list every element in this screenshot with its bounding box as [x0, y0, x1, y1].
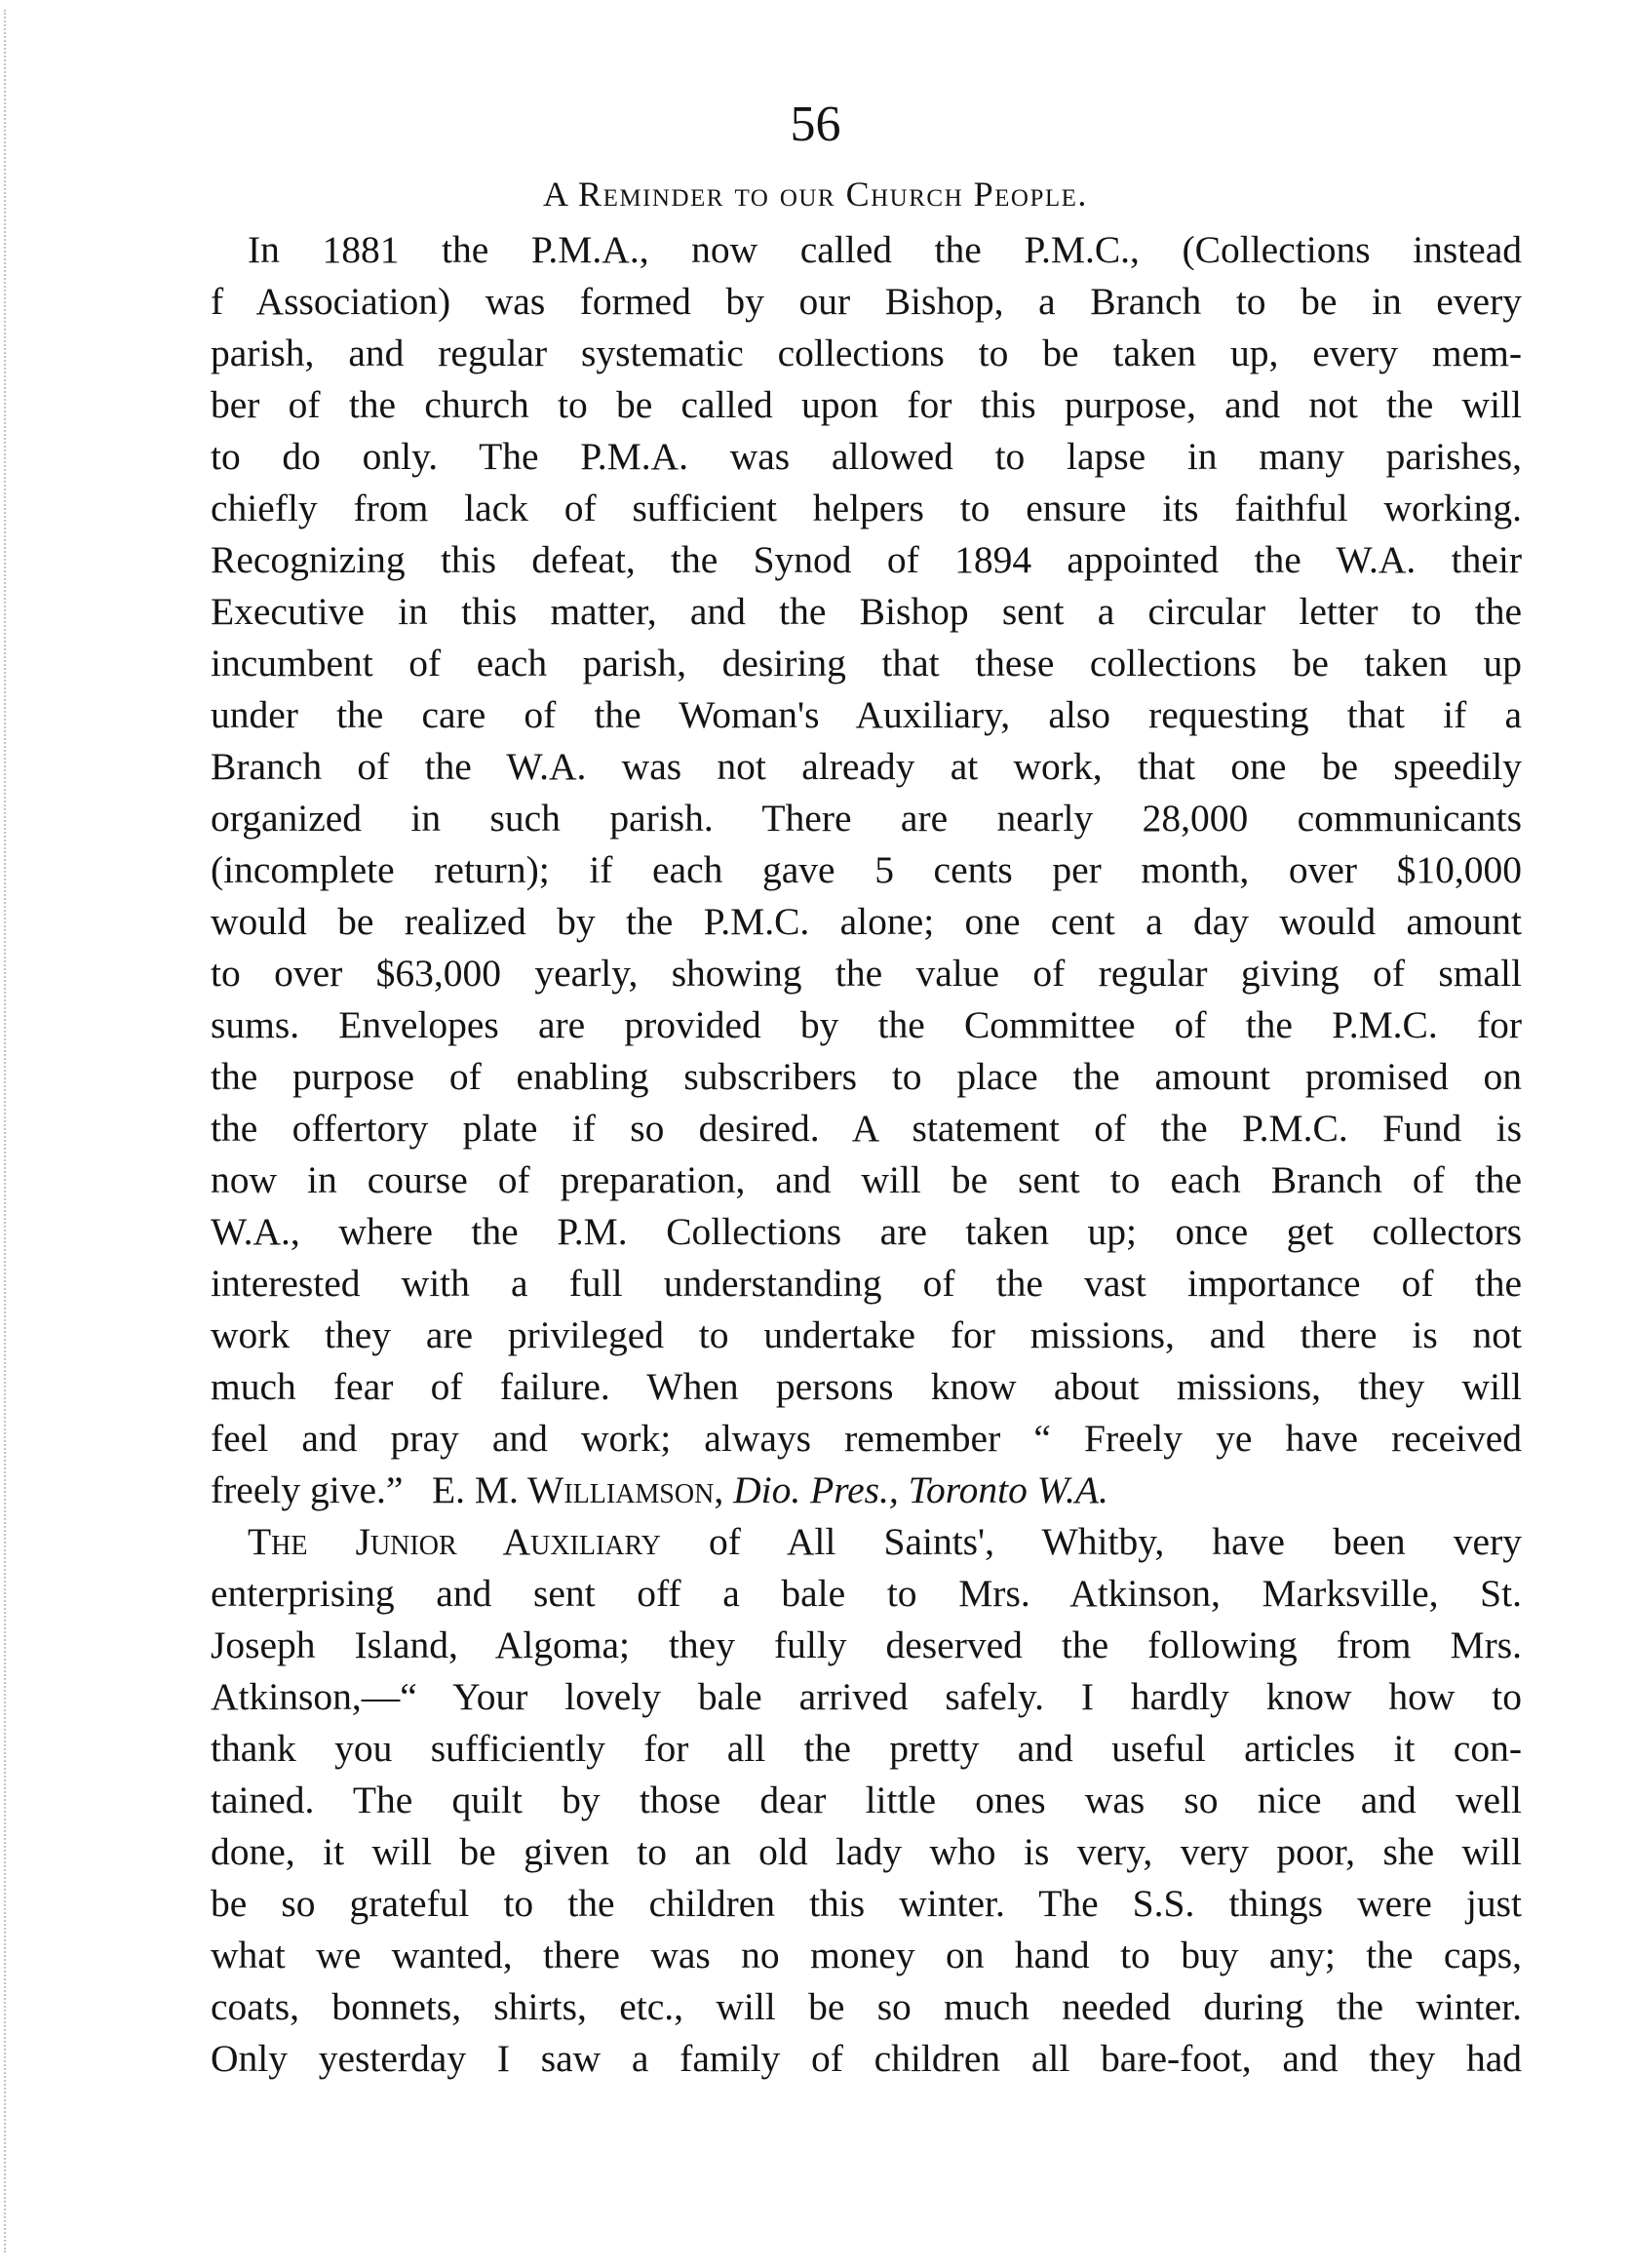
text-line: what we wanted, there was no money on hand to buy any; the caps,: [211, 1934, 1522, 1976]
text-line: parish, and regular systematic collections to be taken up, every mem-: [211, 332, 1522, 374]
text-line: done, it will be given to an old lady who is very, very poor, she will: [211, 1830, 1522, 1873]
paragraph-junior-first-line: [211, 1516, 1522, 1568]
article-heading: A Reminder to our Church People.: [543, 175, 1088, 214]
paragraph-junior-auxiliary: [211, 1568, 1522, 2085]
text-line: be so grateful to the children this winter. The S.S. things were just: [211, 1882, 1522, 1925]
text-line: much fear of failure. When persons know about missions, they will: [211, 1365, 1522, 1408]
text-line: W.A., where the P.M. Collections are taken up; once get collectors: [211, 1210, 1522, 1253]
text-line: to do only. The P.M.A. was allowed to lapse in many parishes,: [211, 435, 1522, 478]
page-number: 56: [790, 97, 841, 152]
text-line: to over $63,000 yearly, showing the value of regular giving of small: [211, 952, 1522, 995]
text-line: f Association) was formed by our Bishop, a Branch to be in every: [211, 280, 1522, 323]
text-line: organized in such parish. There are nearly 28,000 communicants: [211, 797, 1522, 840]
article-body: [211, 224, 1522, 2085]
text-line: would be realized by the P.M.C. alone; one cent a day would amount: [211, 900, 1522, 943]
text-line: Executive in this matter, and the Bishop sent a circular letter to the: [211, 590, 1522, 633]
text-line: (incomplete return); if each gave 5 cents per month, over $10,000: [211, 848, 1522, 891]
text-line: sums. Envelopes are provided by the Committee of the P.M.C. for: [211, 1003, 1522, 1046]
text-line: now in course of preparation, and will be sent to each Branch of the: [211, 1158, 1522, 1201]
text-line: Only yesterday I saw a family of children all bare-foot, and they had: [211, 2037, 1522, 2080]
page-edge-border: [4, 10, 16, 2252]
text-line: ber of the church to be called upon for this purpose, and not the will: [211, 383, 1522, 426]
signature-name: E. M. Williamson,: [432, 1468, 724, 1511]
text-line: coats, bonnets, shirts, etc., will be so much needed during the winter.: [211, 1985, 1522, 2028]
text-line: Branch of the W.A. was not already at work, that one be speedily: [211, 745, 1522, 788]
text-line: In 1881 the P.M.A., now called the P.M.C., (Collections instead: [248, 228, 1522, 271]
text-line: Recognizing this defeat, the Synod of 1894 appointed the W.A. their: [211, 538, 1522, 581]
text-line: Joseph Island, Algoma; they fully deserved the following from Mrs.: [211, 1623, 1522, 1666]
junior-auxiliary-lead: The Junior Auxiliary: [248, 1520, 661, 1563]
closing-text: freely give.”: [211, 1468, 404, 1511]
paragraph-reminder: [211, 224, 1522, 1465]
text-line: the purpose of enabling subscribers to place the amount promised on: [211, 1055, 1522, 1098]
text-line: work they are privileged to undertake for missions, and there is not: [211, 1313, 1522, 1356]
signature-line: [211, 1465, 1522, 1516]
text-line: under the care of the Woman's Auxiliary, also requesting that if a: [211, 693, 1522, 736]
text-line: chiefly from lack of sufficient helpers to ensure its faithful working.: [211, 487, 1522, 529]
text-line: thank you sufficiently for all the pretty and useful articles it con-: [211, 1727, 1522, 1770]
text-line: feel and pray and work; always remember “ Freely ye have received: [211, 1417, 1522, 1460]
text-line: interested with a full understanding of the vast importance of the: [211, 1262, 1522, 1305]
text-line: tained. The quilt by those dear little ones was so nice and well: [211, 1779, 1522, 1821]
text-line: Atkinson,—“ Your lovely bale arrived safely. I hardly know how to: [211, 1675, 1522, 1718]
signature-title: Dio. Pres., Toronto W.A.: [733, 1468, 1108, 1511]
text-line: enterprising and sent off a bale to Mrs. Atkinson, Marksville, St.: [211, 1572, 1522, 1615]
text-line: the offertory plate if so desired. A statement of the P.M.C. Fund is: [211, 1107, 1522, 1150]
first-line-rest: of All Saints', Whitby, have been very: [709, 1520, 1522, 1563]
text-line: incumbent of each parish, desiring that these collections be taken up: [211, 642, 1522, 684]
